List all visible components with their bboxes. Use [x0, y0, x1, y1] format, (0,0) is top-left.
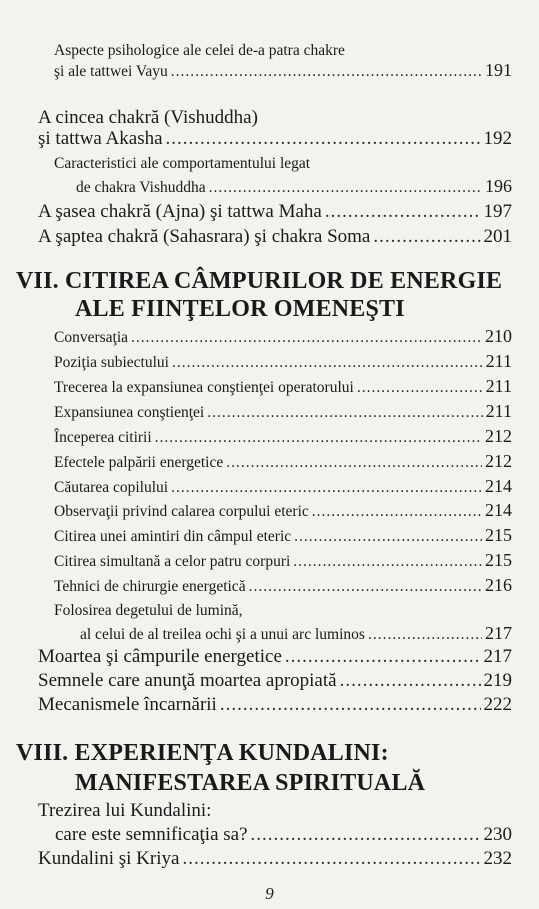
toc-entry-page: 217: [485, 623, 512, 643]
toc-entry-line1: Caracteristici ale comportamentului legat: [54, 155, 311, 172]
chapter-heading: VIII. EXPERIENŢA KUNDALINI:: [16, 740, 389, 766]
toc-entry[interactable]: [54, 575, 512, 596]
toc-entry-page: 211: [485, 351, 512, 371]
dot-leader: [171, 479, 482, 497]
toc-entry-page: 212: [485, 451, 512, 471]
toc-entry-page: 197: [483, 201, 512, 222]
toc-entry-label: Citirea simultană a celor patru corpuri: [54, 553, 291, 570]
toc-entry-label: Poziţia subiectului: [54, 354, 169, 371]
dot-leader: [357, 379, 483, 397]
dot-leader: [182, 848, 480, 870]
dot-leader: [209, 179, 482, 197]
dot-leader: [312, 503, 482, 521]
toc-entry-page: 214: [485, 500, 512, 520]
dot-leader: [340, 670, 481, 692]
toc-entry-page: 217: [483, 646, 512, 667]
toc-entry-label: al celui de al treilea ochi şi a unui arc luminos: [80, 626, 365, 643]
toc-entry-label: Kundalini şi Kriya: [38, 848, 180, 869]
toc-entry[interactable]: [54, 401, 512, 422]
dot-leader: [155, 429, 482, 447]
toc-entry-page: 212: [485, 426, 512, 446]
toc-entry-page: 216: [485, 575, 512, 595]
toc-entry[interactable]: [54, 525, 512, 546]
toc-entry[interactable]: [38, 670, 512, 692]
toc-entry[interactable]: [55, 824, 512, 846]
dot-leader: [293, 553, 482, 571]
toc-entry-page: 210: [485, 326, 512, 346]
toc-entry[interactable]: [38, 226, 512, 248]
dot-leader: [207, 404, 482, 422]
dot-leader: [373, 226, 480, 248]
toc-entry-label: Moartea şi câmpurile energetice: [38, 646, 282, 667]
toc-entry-label: şi ale tattwei Vayu: [54, 63, 168, 80]
toc-entry-page: 232: [483, 848, 512, 869]
toc-entry-page: 201: [483, 226, 512, 247]
toc-entry-page: 196: [485, 176, 512, 196]
page-number: 9: [265, 884, 274, 903]
toc-entry-label: Efectele palpării energetice: [54, 454, 224, 471]
dot-leader: [131, 329, 482, 347]
toc-entry-page: 219: [483, 670, 512, 691]
dot-leader: [285, 646, 481, 668]
dot-leader: [166, 128, 481, 150]
toc-entry-label: şi tattwa Akasha: [38, 128, 163, 149]
dot-leader: [294, 528, 482, 546]
toc-entry-line1: A cincea chakră (Vishuddha): [38, 107, 258, 128]
toc-entry-page: 214: [485, 476, 512, 496]
dot-leader: [220, 694, 481, 716]
toc-entry-page: 191: [485, 60, 512, 80]
toc-entry[interactable]: [54, 426, 512, 447]
chapter-heading-line2: MANIFESTAREA SPIRITUALĂ: [75, 770, 426, 796]
toc-entry[interactable]: [54, 351, 512, 372]
toc-entry-label: Conversaţia: [54, 329, 129, 346]
toc-entry[interactable]: [38, 201, 512, 223]
toc-entry[interactable]: [54, 550, 512, 571]
toc-entry-page: 215: [485, 550, 512, 570]
toc-entry[interactable]: [38, 694, 512, 716]
toc-entry-page: 230: [483, 824, 512, 845]
toc-entry-label: Tehnici de chirurgie energetică: [54, 578, 246, 595]
toc-entry-label: Observaţii privind calarea corpului eteric: [54, 503, 309, 520]
dot-leader: [172, 354, 483, 372]
toc-entry-label: A şaptea chakră (Sahasrara) şi chakra Soma: [38, 226, 371, 247]
toc-entry-label: de chakra Vishuddha: [76, 179, 206, 196]
toc-entry[interactable]: [38, 848, 512, 870]
toc-entry[interactable]: [54, 451, 512, 472]
toc-entry-line1: Aspecte psihologice ale celei de-a patra chakre: [54, 42, 345, 59]
toc-entry[interactable]: [54, 60, 512, 81]
toc-entry-label: Expansiunea conştienţei: [54, 404, 205, 421]
toc-entry-label: Căutarea copilului: [54, 479, 169, 496]
dot-leader: [226, 454, 482, 472]
toc-entry-line1: Folosirea degetului de lumină,: [54, 602, 243, 619]
toc-entry-page: 215: [485, 525, 512, 545]
chapter-heading: VII. CITIREA CÂMPURILOR DE ENERGIE: [16, 268, 503, 294]
toc-entry-page: 192: [483, 128, 512, 149]
toc-entry-label: Mecanismele încarnării: [38, 694, 217, 715]
toc-entry[interactable]: [38, 128, 512, 150]
toc-entry-page: 211: [485, 401, 512, 421]
toc-entry-page: 222: [483, 694, 512, 715]
dot-leader: [249, 578, 482, 596]
toc-entry[interactable]: [80, 623, 512, 644]
dot-leader: [251, 824, 481, 846]
toc-entry[interactable]: [54, 500, 512, 521]
toc-entry[interactable]: [54, 476, 512, 497]
toc-entry-label: Citirea unei amintiri din câmpul eteric: [54, 528, 292, 545]
dot-leader: [368, 626, 482, 644]
toc-entry[interactable]: [38, 646, 512, 668]
toc-entry-page: 211: [485, 376, 512, 396]
toc-entry[interactable]: [54, 376, 512, 397]
toc-entry-label: Începerea citirii: [54, 429, 152, 446]
dot-leader: [171, 63, 482, 81]
toc-entry-label: A şasea chakră (Ajna) şi tattwa Maha: [38, 201, 322, 222]
dot-leader: [325, 201, 481, 223]
chapter-heading-line2: ALE FIINŢELOR OMENEŞTI: [75, 296, 405, 322]
toc-entry[interactable]: [54, 326, 512, 347]
toc-entry-label: care este semnificaţia sa?: [55, 824, 248, 845]
toc-entry-label: Trecerea la expansiunea conştienţei operatorului: [54, 379, 354, 396]
toc-entry-label: Semnele care anunţă moartea apropiată: [38, 670, 337, 691]
toc-entry[interactable]: [76, 176, 512, 197]
toc-entry-line1: Trezirea lui Kundalini:: [38, 800, 212, 821]
